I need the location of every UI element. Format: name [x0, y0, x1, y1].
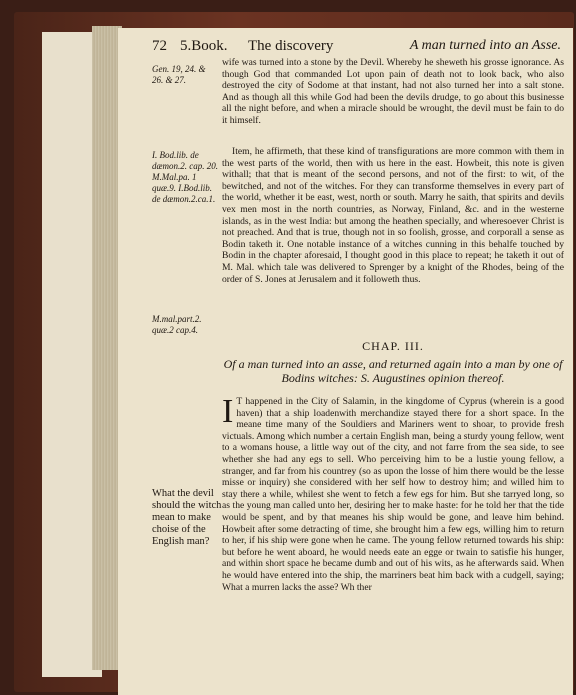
page-header — [152, 36, 567, 56]
book-label: 5.Book. — [180, 38, 228, 54]
page-number: 72 — [152, 38, 167, 54]
book-page — [118, 28, 573, 695]
paragraph-text: T happened in the City of Salamin, in the kingdome of Cyprus (wherein is a good haven) that a ship loadenwith merchandize stayed there for a short space. In the meane time many of the Souldiers and Mariners went to shoar, to provide fresh victuals. Among which number a certain English man, being a sturdy young fellow, went to a womans house, a little way out of the city, and not farre from the sea side, to see whether she had any egs to sell. Who perceiving him to be a lustie young fellow, a stranger, and far from his countrey (so as upon the losse of him there would be the lesse misse or inquiry) she considered with her self how to destroy him; and willed him to stay there a while, whilest she went to fetch a few egs for him. But she tarryed long, so as the young man called unto her, desiring her to make haste: for he told her that the tide would be spent, and by that meanes his ship would be gone, and leave him behind. Howbeit after some detracting of time, she brought him a few egs, willing him to return to her, if his ship were gone when he came. The young fellow returned towards his ship: but before he went aboard, he would needs eate an egge or twain to satisfie his hunger, and within short space he became dumb and out of his wits, as he afterwards said. When he would have entered into the ship, the marriners beat him back with a cudgell, saying; What a murren lacks the asse? Wh ther — [222, 396, 564, 593]
book-title: The discovery — [248, 38, 334, 54]
paragraph: Item, he affirmeth, that these kind of transfigurations are more common with them in the west parts of the world, then with us here in the east. Howbeit, this note is given withall; that that is meant of the second persons, and not of the first: to wit, of the bewitched, and not of the witches. For they can transforme themselves in every part of the world, whether it be east, west, north or south. Marry he saith, that spirits and devils vex men most in the north countries, as Norway, Finland, &c. and in the westerne islands, as in the west India: but among the heathen specially, and wheresoever Christ is not preached. And that is true, though not in so foolish, grosse, and corporall a sense as Bodin taketh it. One notable instance of a witches cunning in this behalfe touched by Bodin in the chapter aforesaid, I thought good in this place to repeat; he taketh it out of M. Mal. which tale was delivered to Sprenger by a knight of the Rhodes, being of the order of S. Jones at Jerusalem and it followeth thus. — [222, 146, 564, 285]
chapter-heading: CHAP. III. — [362, 339, 424, 353]
paragraph — [222, 393, 564, 593]
paragraph: wife was turned into a stone by the Devil. Whereby he sheweth his grosse ignorance. As though God that commanded Lot upon pain of death not to look back, who also destroyed the city of Sodome at that instant, had not also turned her into a salt stone. And as though all this while God had been the devils drudge, to go about this businesse all the night before, and when a miracle should be wrought, the devil must be fain to do it himself. — [222, 57, 564, 126]
margin-note: What the devil should the witch mean to make choise of the English man? — [152, 488, 222, 547]
margin-note: I. Bod.lib. de dæmon.2. cap. 20. M.Mal.pa. 1 quæ.9. I.Bod.lib. de dæmon.2.ca.1. — [152, 150, 218, 204]
chapter-title: Of a man turned into an asse, and returned again into a man by one of Bodins witches: S. Augustines opinion thereof. — [223, 357, 563, 385]
margin-note: Gen. 19, 24. & 26. & 27. — [152, 64, 206, 85]
running-head: A man turned into an Asse. — [409, 38, 561, 53]
margin-note: M.mal.part.2. quæ.2 cap.4. — [152, 314, 202, 335]
drop-cap: I — [222, 393, 234, 430]
